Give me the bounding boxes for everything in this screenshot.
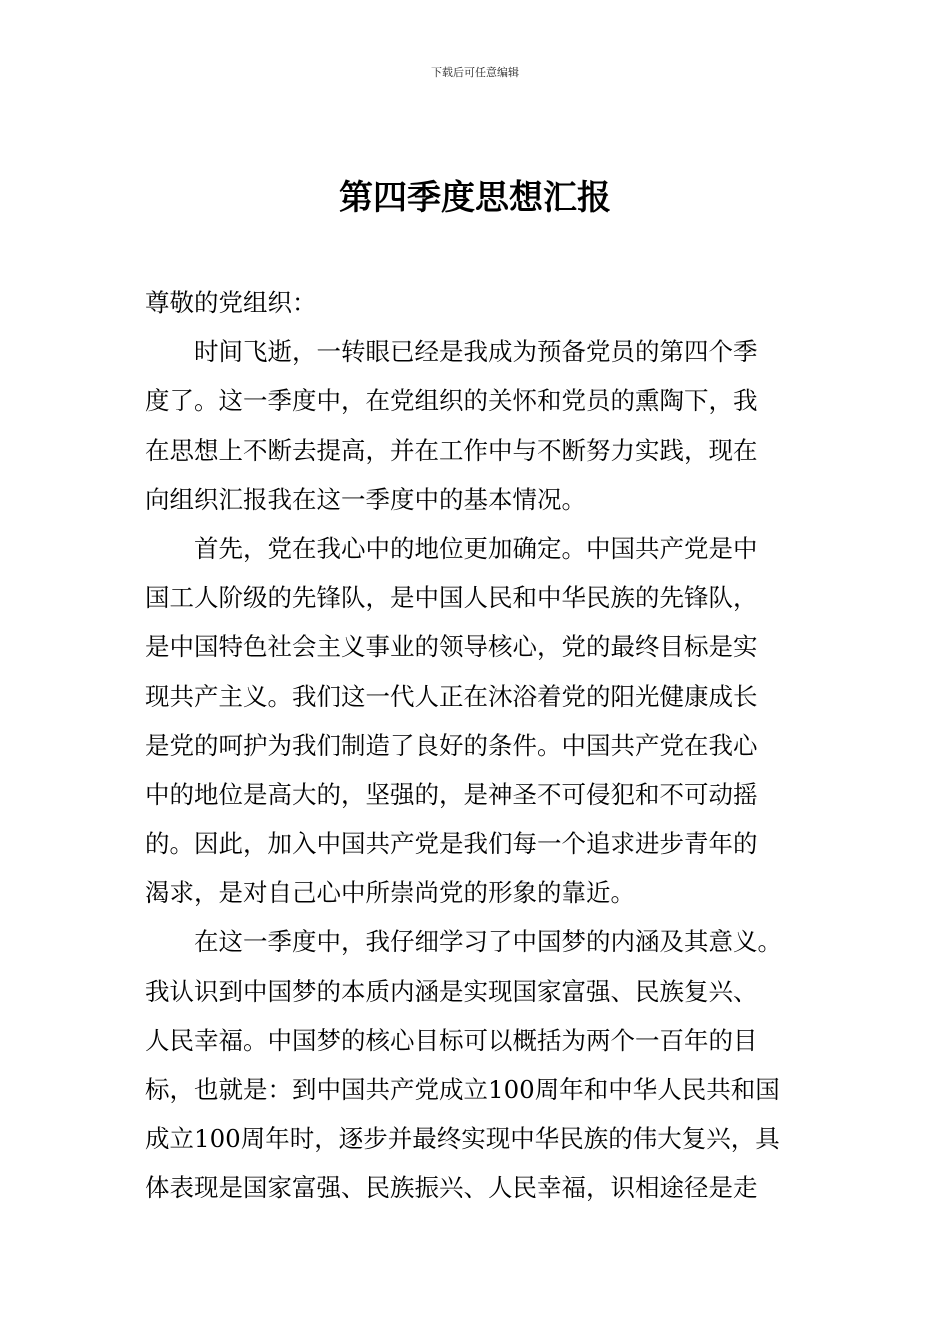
body-line: 的。因此，加入中国共产党是我们每一个追求进步青年的 [145,829,758,859]
body-line: 成立100周年时，逐步并最终实现中华民族的伟大复兴，具 [145,1124,780,1154]
body-line: 国工人阶级的先锋队，是中国人民和中华民族的先锋队， [145,583,758,613]
body-line: 首先，党在我心中的地位更加确定。中国共产党是中 [145,533,758,563]
page-title: 第四季度思想汇报 [339,178,611,218]
body-line: 向组织汇报我在这一季度中的基本情况。 [145,484,586,514]
body-line: 在这一季度中，我仔细学习了中国梦的内涵及其意义。 [145,927,782,957]
body-line: 体表现是国家富强、民族振兴、人民幸福，识相途径是走 [145,1173,758,1203]
salutation: 尊敬的党组织： [145,288,317,317]
body-line: 度了。这一季度中，在党组织的关怀和党员的熏陶下，我 [145,386,758,416]
body-line: 标，也就是：到中国共产党成立100周年和中华人民共和国 [145,1075,780,1104]
body-line: 时间飞逝，一转眼已经是我成为预备党员的第四个季 [145,337,758,367]
document-body [145,278,835,1213]
body-line: 是党的呵护为我们制造了良好的条件。中国共产党在我心 [145,730,758,760]
body-line: 在思想上不断去提高，并在工作中与不断努力实践，现在 [145,435,758,465]
header-note: 下载后可任意编辑 [431,66,519,79]
body-line: 中的地位是高大的，坚强的，是神圣不可侵犯和不可动摇 [145,779,758,809]
body-line: 渴求，是对自己心中所崇尚党的形象的靠近。 [145,878,635,908]
body-line: 我认识到中国梦的本质内涵是实现国家富强、民族复兴、 [145,976,758,1006]
body-line: 现共产主义。我们这一代人正在沐浴着党的阳光健康成长 [145,681,758,711]
body-line: 人民幸福。中国梦的核心目标可以概括为两个一百年的目 [145,1025,758,1055]
body-line: 是中国特色社会主义事业的领导核心，党的最终目标是实 [145,632,758,662]
